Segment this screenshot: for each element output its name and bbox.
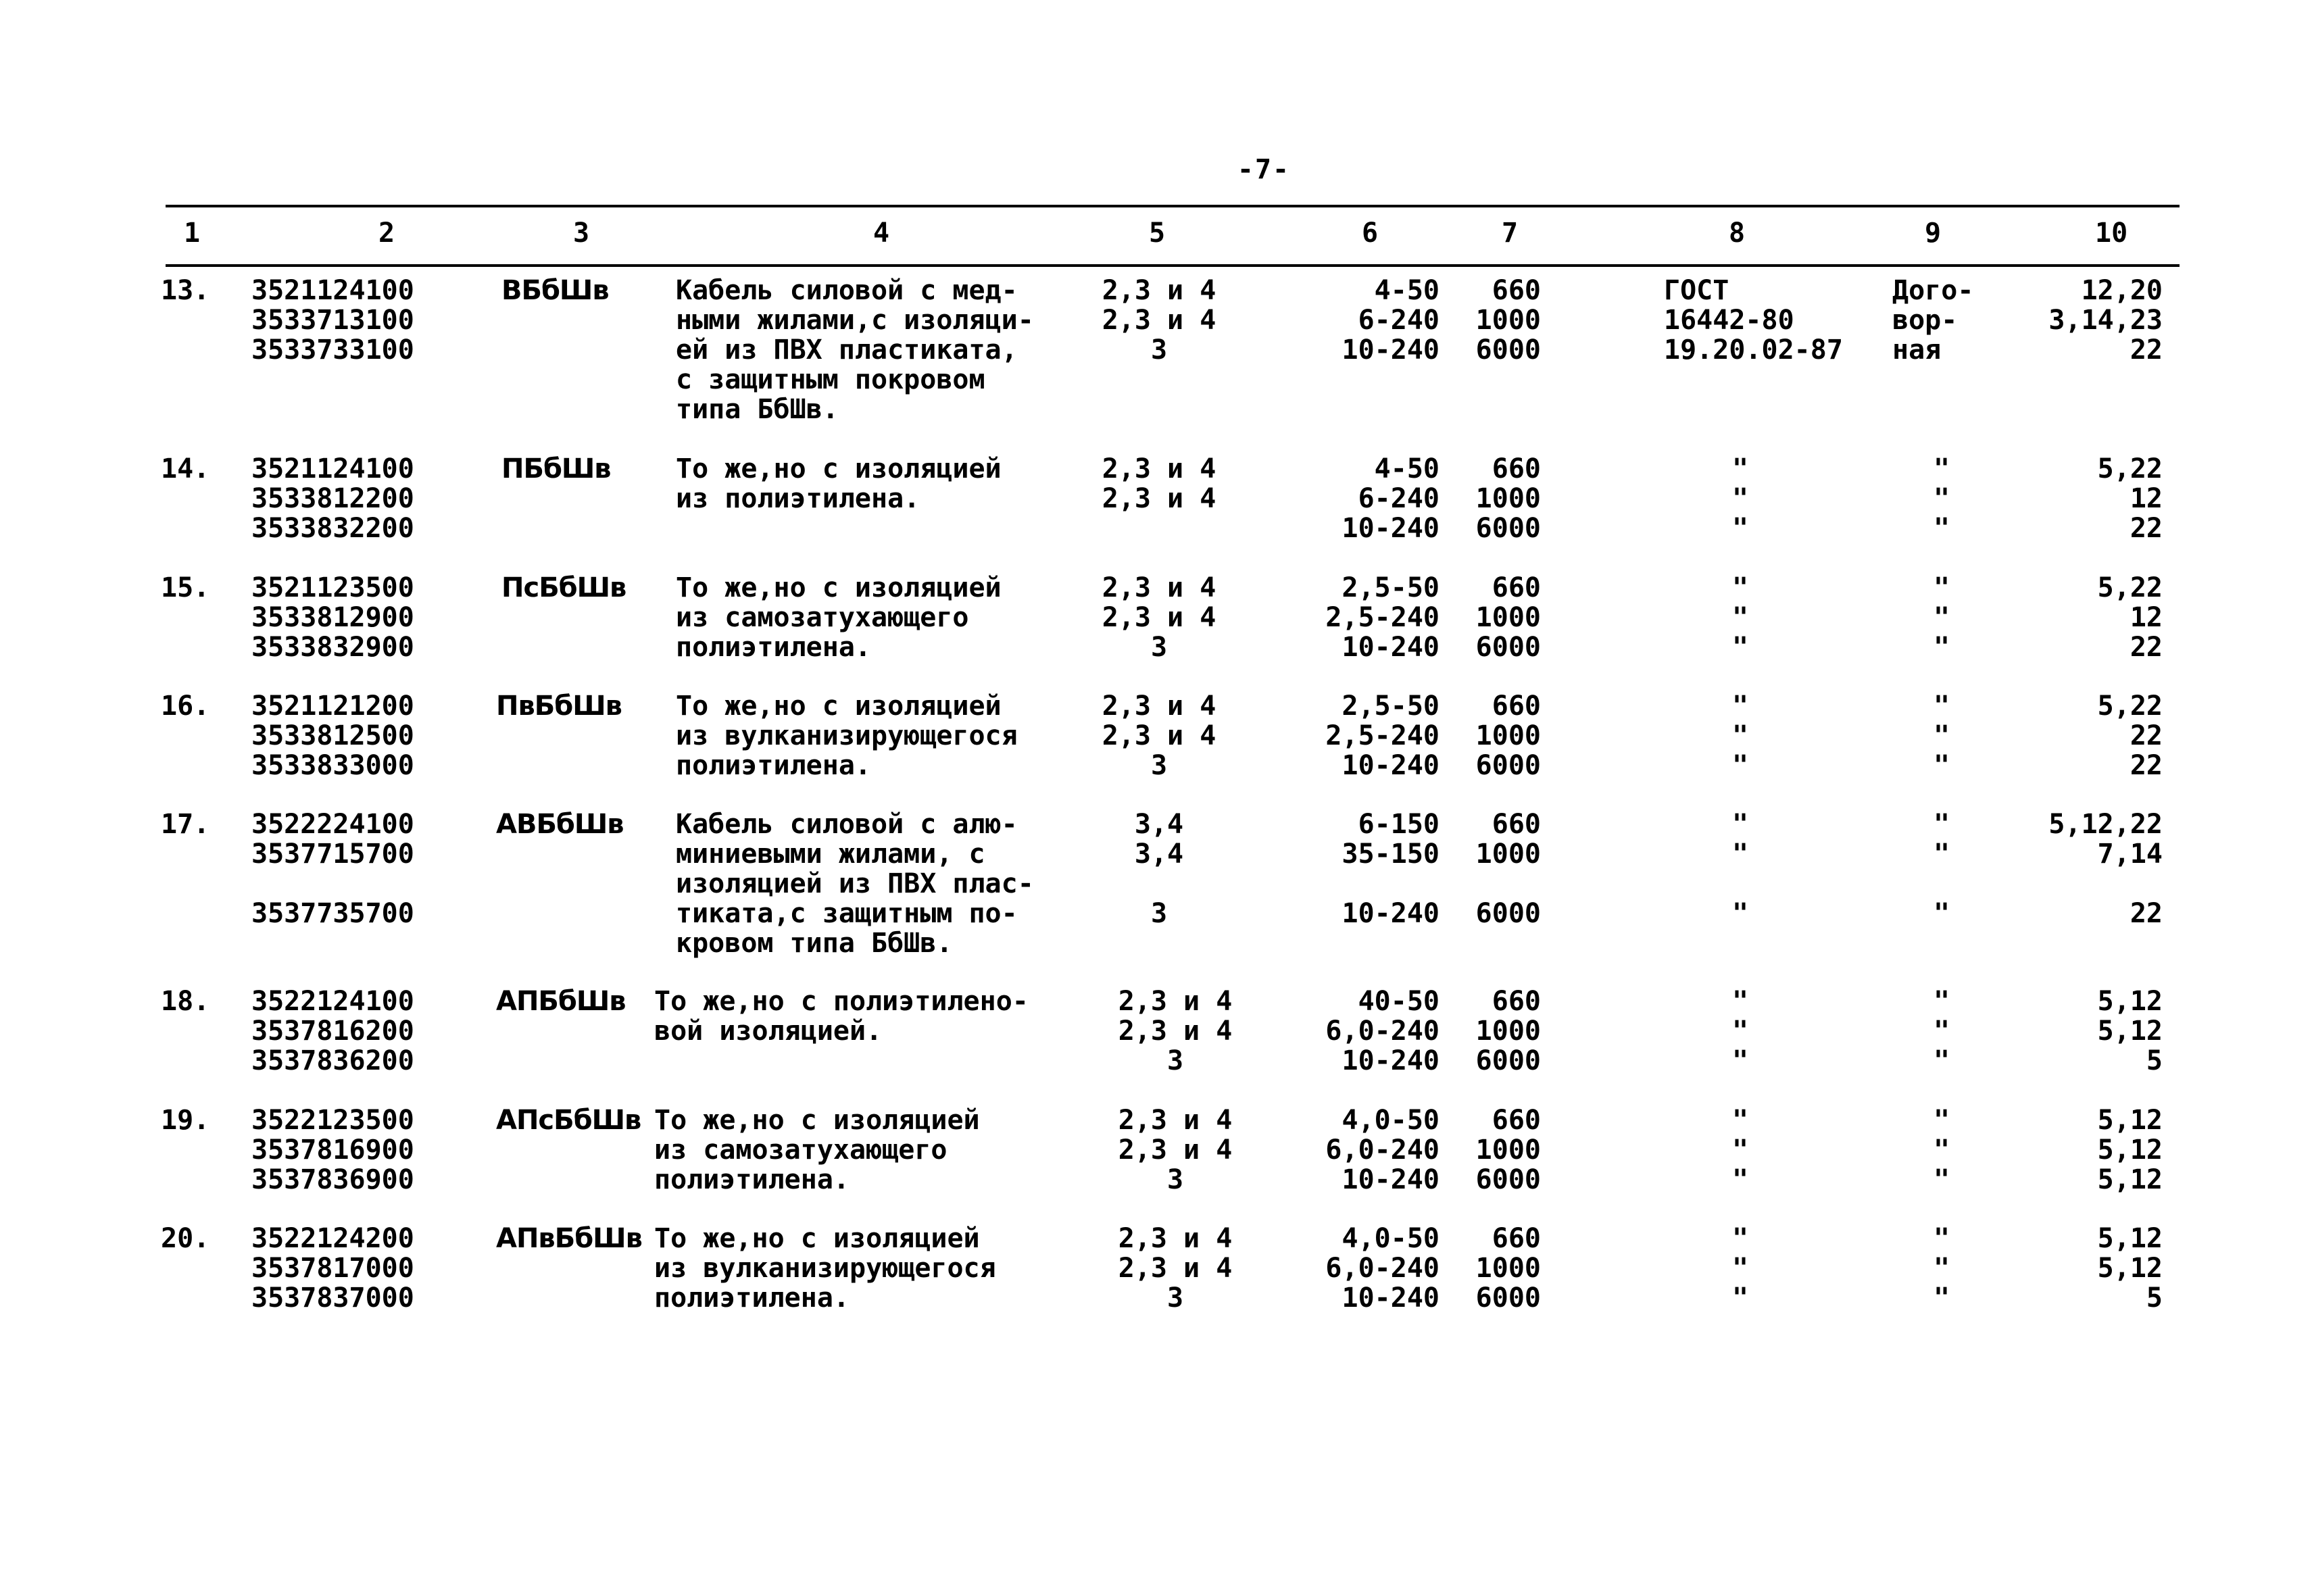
column-10-value: 5,22 (2097, 572, 2163, 603)
price-ditto: " (1933, 691, 1950, 722)
okp-code: 3533833000 (251, 750, 414, 781)
description-line: То же,но с изоляцией (676, 572, 1002, 603)
cable-mark: АПсБбШв (496, 1105, 641, 1136)
description-line: То же,но с полиэтилено- (654, 986, 1029, 1017)
price-ditto: " (1933, 898, 1950, 929)
description-line: полиэтилена. (654, 1164, 850, 1195)
description-line: кровом типа БбШв. (676, 928, 953, 959)
row-number: 15. (161, 572, 210, 603)
okp-code: 3522124100 (251, 986, 414, 1017)
description-line: Кабель силовой с мед- (676, 275, 1018, 306)
column-10-value: 5,12 (2097, 1134, 2163, 1166)
voltage: 660 (1492, 986, 1541, 1017)
price-ditto: " (1933, 1105, 1950, 1136)
column-header-5: 5 (1149, 218, 1166, 249)
cores-count: 2,3 и 4 (1102, 720, 1216, 751)
cross-section: 6,0-240 (1325, 1134, 1439, 1166)
cable-mark: ПсБбШв (501, 572, 626, 603)
cores-count: 3,4 (1134, 839, 1184, 870)
document-ditto: " (1731, 513, 1749, 544)
cross-section: 6-240 (1358, 305, 1439, 336)
voltage: 660 (1492, 453, 1541, 484)
cores-count: 2,3 и 4 (1102, 305, 1216, 336)
document-ditto: " (1731, 1016, 1749, 1047)
okp-code: 3537715700 (251, 839, 414, 870)
cores-count: 3 (1150, 632, 1168, 663)
column-10-value: 22 (2130, 632, 2163, 663)
document-ref: 16442-80 (1664, 305, 1794, 336)
column-10-value: 5,12 (2097, 1223, 2163, 1254)
description-line: изоляцией из ПВХ плас- (676, 868, 1034, 899)
voltage: 6000 (1475, 513, 1541, 544)
document-ditto: " (1731, 1045, 1749, 1076)
okp-code: 3533812500 (251, 720, 414, 751)
row-number: 20. (161, 1223, 210, 1254)
okp-code: 3533812900 (251, 602, 414, 633)
description-line: полиэтилена. (654, 1282, 850, 1314)
description-line: То же,но с изоляцией (676, 691, 1002, 722)
column-10-value: 5 (2146, 1045, 2163, 1076)
document-ditto: " (1731, 809, 1749, 840)
voltage: 1000 (1475, 305, 1541, 336)
column-header-2: 2 (378, 218, 395, 249)
column-header-7: 7 (1502, 218, 1519, 249)
price-ditto: " (1933, 1253, 1950, 1284)
description-line: вой изоляцией. (654, 1016, 883, 1047)
cross-section: 10-240 (1341, 1282, 1439, 1314)
document-ditto: " (1731, 720, 1749, 751)
row-number: 17. (161, 809, 210, 840)
column-10-value: 5,22 (2097, 453, 2163, 484)
okp-code: 3537817000 (251, 1253, 414, 1284)
voltage: 1000 (1475, 1134, 1541, 1166)
cores-count: 2,3 и 4 (1118, 1253, 1233, 1284)
document-ditto: " (1731, 1105, 1749, 1136)
okp-code: 3522123500 (251, 1105, 414, 1136)
voltage: 660 (1492, 1105, 1541, 1136)
cross-section: 4-50 (1374, 275, 1439, 306)
voltage: 6000 (1475, 1282, 1541, 1314)
cross-section: 10-240 (1341, 898, 1439, 929)
voltage: 660 (1492, 275, 1541, 306)
cores-count: 3,4 (1134, 809, 1184, 840)
cable-mark: АВБбШв (496, 809, 624, 840)
column-10-value: 5 (2146, 1282, 2163, 1314)
column-10-value: 12,20 (2081, 275, 2163, 306)
price-ditto: " (1933, 720, 1950, 751)
description-line: с защитным покровом (676, 364, 985, 395)
column-10-value: 5,12 (2097, 986, 2163, 1017)
cross-section: 4,0-50 (1341, 1223, 1439, 1254)
table-top-rule (166, 205, 2180, 207)
description-line: из полиэтилена. (676, 483, 920, 514)
description-line: типа БбШв. (676, 394, 839, 425)
cores-count: 3 (1150, 334, 1168, 366)
cable-mark: АПБбШв (496, 986, 626, 1017)
description-line: То же,но с изоляцией (654, 1223, 980, 1254)
description-line: Кабель силовой с алю- (676, 809, 1018, 840)
voltage: 660 (1492, 1223, 1541, 1254)
price-type: Дого- (1892, 275, 1974, 306)
row-number: 19. (161, 1105, 210, 1136)
document-ditto: " (1731, 483, 1749, 514)
document-ref: ГОСТ (1664, 275, 1729, 306)
cores-count: 2,3 и 4 (1118, 1223, 1233, 1254)
column-10-value: 5,12 (2097, 1253, 2163, 1284)
description-line: из самозатухающего (676, 602, 969, 633)
price-ditto: " (1933, 453, 1950, 484)
price-ditto: " (1933, 1016, 1950, 1047)
column-10-value: 22 (2130, 750, 2163, 781)
description-line: То же,но с изоляцией (654, 1105, 980, 1136)
description-line: из вулканизирующегося (676, 720, 1018, 751)
document-ditto: " (1731, 691, 1749, 722)
cores-count: 2,3 и 4 (1102, 691, 1216, 722)
column-header-8: 8 (1729, 218, 1746, 249)
okp-code: 3521121200 (251, 691, 414, 722)
document-ditto: " (1731, 572, 1749, 603)
cross-section: 35-150 (1341, 839, 1439, 870)
voltage: 6000 (1475, 1164, 1541, 1195)
page-number: -7- (1237, 154, 1291, 185)
column-10-value: 5,12,22 (2048, 809, 2163, 840)
price-ditto: " (1933, 1164, 1950, 1195)
document-ditto: " (1731, 898, 1749, 929)
cross-section: 6-150 (1358, 809, 1439, 840)
cross-section: 10-240 (1341, 632, 1439, 663)
cores-count: 3 (1166, 1282, 1184, 1314)
okp-code: 3537836900 (251, 1164, 414, 1195)
cores-count: 2,3 и 4 (1118, 986, 1233, 1017)
document-ditto: " (1731, 453, 1749, 484)
voltage: 1000 (1475, 483, 1541, 514)
document-ditto: " (1731, 602, 1749, 633)
voltage: 1000 (1475, 1016, 1541, 1047)
voltage: 1000 (1475, 602, 1541, 633)
cores-count: 3 (1150, 750, 1168, 781)
column-10-value: 22 (2130, 513, 2163, 544)
column-header-9: 9 (1925, 218, 1942, 249)
document-ditto: " (1731, 986, 1749, 1017)
description-line: То же,но с изоляцией (676, 453, 1002, 484)
cores-count: 2,3 и 4 (1102, 453, 1216, 484)
document-ditto: " (1731, 839, 1749, 870)
column-10-value: 7,14 (2097, 839, 2163, 870)
column-header-3: 3 (573, 218, 590, 249)
price-ditto: " (1933, 513, 1950, 544)
cross-section: 4-50 (1374, 453, 1439, 484)
price-ditto: " (1933, 839, 1950, 870)
description-line: из вулканизирующегося (654, 1253, 996, 1284)
price-ditto: " (1933, 750, 1950, 781)
document-ditto: " (1731, 1134, 1749, 1166)
voltage: 6000 (1475, 750, 1541, 781)
okp-code: 3537816200 (251, 1016, 414, 1047)
description-line: из самозатухающего (654, 1134, 947, 1166)
cross-section: 10-240 (1341, 750, 1439, 781)
cable-mark: ПБбШв (501, 453, 611, 484)
row-number: 13. (161, 275, 210, 306)
document-ref: 19.20.02-87 (1664, 334, 1843, 366)
cross-section: 6-240 (1358, 483, 1439, 514)
document-ditto: " (1731, 1223, 1749, 1254)
document-ditto: " (1731, 1164, 1749, 1195)
price-ditto: " (1933, 1282, 1950, 1314)
column-10-value: 3,14,23 (2048, 305, 2163, 336)
voltage: 660 (1492, 572, 1541, 603)
column-10-value: 5,12 (2097, 1164, 2163, 1195)
column-10-value: 5,12 (2097, 1105, 2163, 1136)
cross-section: 2,5-50 (1341, 691, 1439, 722)
price-ditto: " (1933, 483, 1950, 514)
document-ditto: " (1731, 632, 1749, 663)
voltage: 6000 (1475, 898, 1541, 929)
cross-section: 6,0-240 (1325, 1253, 1439, 1284)
document-ditto: " (1731, 750, 1749, 781)
voltage: 6000 (1475, 334, 1541, 366)
price-type: ная (1892, 334, 1942, 366)
cores-count: 2,3 и 4 (1102, 275, 1216, 306)
cable-mark: АПвБбШв (496, 1223, 642, 1254)
column-10-value: 5,22 (2097, 691, 2163, 722)
price-ditto: " (1933, 809, 1950, 840)
okp-code: 3537837000 (251, 1282, 414, 1314)
cores-count: 2,3 и 4 (1118, 1105, 1233, 1136)
cross-section: 4,0-50 (1341, 1105, 1439, 1136)
column-header-10: 10 (2095, 218, 2128, 249)
description-line: полиэтилена. (676, 632, 871, 663)
voltage: 1000 (1475, 720, 1541, 751)
voltage: 660 (1492, 691, 1541, 722)
okp-code: 3533713100 (251, 305, 414, 336)
okp-code: 3521124100 (251, 275, 414, 306)
column-header-1: 1 (184, 218, 201, 249)
description-line: ными жилами,с изоляци- (676, 305, 1034, 336)
price-ditto: " (1933, 1045, 1950, 1076)
cable-mark: ВБбШв (501, 275, 609, 306)
voltage: 6000 (1475, 1045, 1541, 1076)
voltage: 660 (1492, 809, 1541, 840)
row-number: 18. (161, 986, 210, 1017)
table-header-rule (166, 264, 2180, 267)
cross-section: 10-240 (1341, 1045, 1439, 1076)
okp-code: 3533812200 (251, 483, 414, 514)
cross-section: 40-50 (1358, 986, 1439, 1017)
okp-code: 3522224100 (251, 809, 414, 840)
column-header-6: 6 (1362, 218, 1379, 249)
document-ditto: " (1731, 1282, 1749, 1314)
description-line: ей из ПВХ пластиката, (676, 334, 1018, 366)
cross-section: 10-240 (1341, 1164, 1439, 1195)
column-10-value: 12 (2130, 602, 2163, 633)
cores-count: 3 (1166, 1164, 1184, 1195)
description-line: миниевыми жилами, с (676, 839, 985, 870)
cross-section: 2,5-50 (1341, 572, 1439, 603)
document-ditto: " (1731, 1253, 1749, 1284)
row-number: 14. (161, 453, 210, 484)
column-header-4: 4 (873, 218, 890, 249)
price-ditto: " (1933, 1134, 1950, 1166)
description-line: полиэтилена. (676, 750, 871, 781)
cable-mark: ПвБбШв (496, 691, 622, 722)
price-ditto: " (1933, 572, 1950, 603)
voltage: 6000 (1475, 632, 1541, 663)
row-number: 16. (161, 691, 210, 722)
cores-count: 3 (1150, 898, 1168, 929)
column-10-value: 22 (2130, 720, 2163, 751)
column-10-value: 22 (2130, 334, 2163, 366)
okp-code: 3537735700 (251, 898, 414, 929)
column-10-value: 12 (2130, 483, 2163, 514)
cores-count: 2,3 и 4 (1102, 602, 1216, 633)
voltage: 1000 (1475, 1253, 1541, 1284)
price-ditto: " (1933, 986, 1950, 1017)
okp-code: 3521124100 (251, 453, 414, 484)
okp-code: 3533832900 (251, 632, 414, 663)
price-type: вор- (1892, 305, 1958, 336)
cores-count: 3 (1166, 1045, 1184, 1076)
column-10-value: 5,12 (2097, 1016, 2163, 1047)
cross-section: 10-240 (1341, 513, 1439, 544)
okp-code: 3537816900 (251, 1134, 414, 1166)
okp-code: 3533733100 (251, 334, 414, 366)
cross-section: 10-240 (1341, 334, 1439, 366)
price-ditto: " (1933, 1223, 1950, 1254)
okp-code: 3522124200 (251, 1223, 414, 1254)
cores-count: 2,3 и 4 (1118, 1016, 1233, 1047)
cores-count: 2,3 и 4 (1118, 1134, 1233, 1166)
okp-code: 3521123500 (251, 572, 414, 603)
description-line: тиката,с защитным по- (676, 898, 1018, 929)
voltage: 1000 (1475, 839, 1541, 870)
okp-code: 3533832200 (251, 513, 414, 544)
price-ditto: " (1933, 602, 1950, 633)
cores-count: 2,3 и 4 (1102, 483, 1216, 514)
cross-section: 2,5-240 (1325, 720, 1439, 751)
price-ditto: " (1933, 632, 1950, 663)
cross-section: 2,5-240 (1325, 602, 1439, 633)
okp-code: 3537836200 (251, 1045, 414, 1076)
cores-count: 2,3 и 4 (1102, 572, 1216, 603)
column-10-value: 22 (2130, 898, 2163, 929)
cross-section: 6,0-240 (1325, 1016, 1439, 1047)
